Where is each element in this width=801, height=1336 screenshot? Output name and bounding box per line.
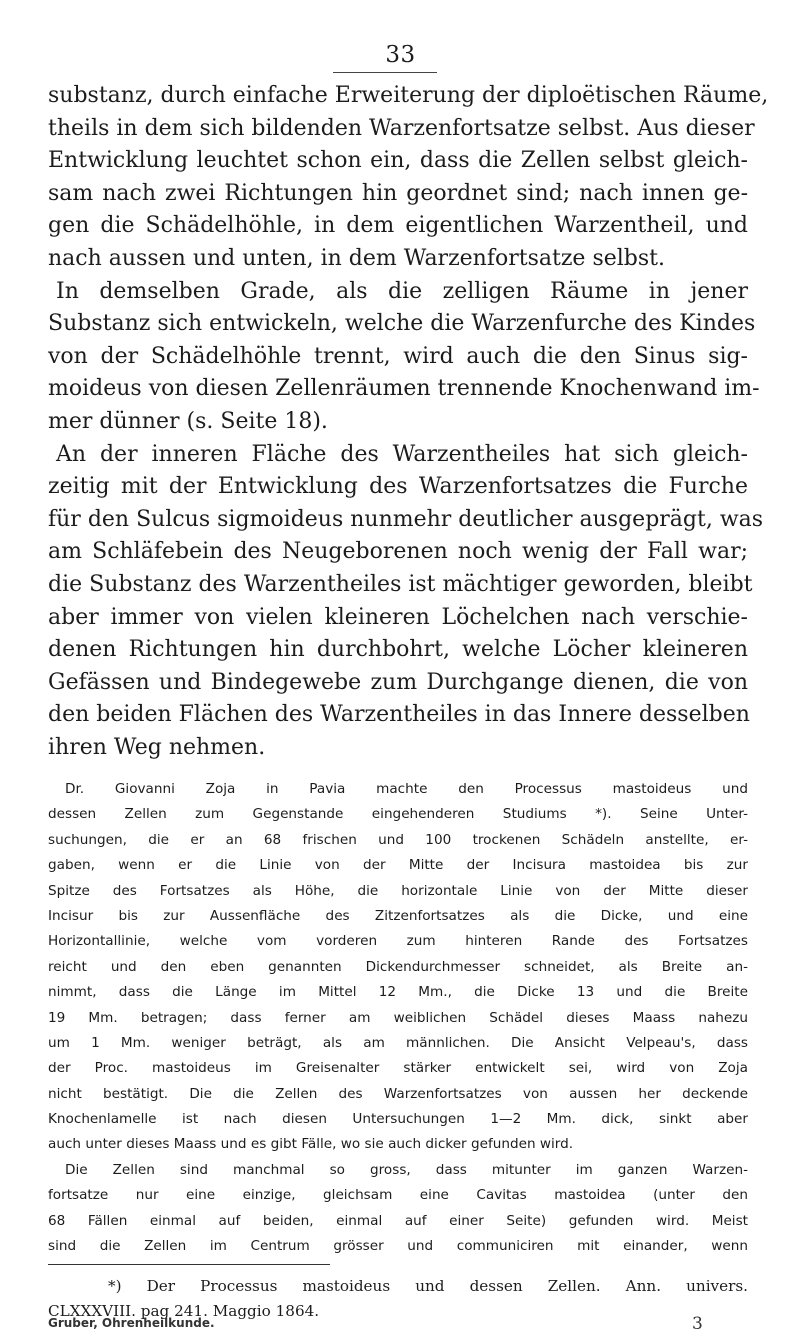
small-text-line: nimmt, dass die Länge im Mittel 12 Mm., die Dicke 13 und die Breite	[48, 984, 748, 1001]
small-text-line: sind die Zellen im Centrum grösser und communiciren mit einander, wenn	[48, 1238, 748, 1255]
page-number: 33	[385, 42, 416, 68]
small-text-line: gaben, wenn er die Linie von der Mitte der Incisura mastoidea bis zur	[48, 857, 748, 874]
small-text-line: auch unter dieses Maass und es gibt Fälle, wo sie auch dicker gefunden wird.	[48, 1136, 574, 1153]
small-text-line: nicht bestätigt. Die die Zellen des Warzenfortsatzes von aussen her deckende	[48, 1085, 748, 1102]
small-text-line: Spitze des Fortsatzes als Höhe, die horizontale Linie von der Mitte dieser	[48, 882, 748, 899]
text-line: gen die Schädelhöhle, in dem eigentlichen Warzentheil, und	[48, 213, 748, 239]
footnote-rule	[48, 1264, 330, 1265]
header-rule	[333, 72, 437, 73]
small-text-line: der Proc. mastoideus im Greisenalter stärker entwickelt sei, wird von Zoja	[48, 1060, 748, 1077]
text-line: ihren Weg nehmen.	[48, 734, 266, 760]
text-line: den beiden Flächen des Warzentheiles in das Innere desselben	[48, 702, 750, 728]
text-line: theils in dem sich bildenden Warzenfortsatze selbst. Aus dieser	[48, 115, 755, 141]
text-line: Gefässen und Bindegewebe zum Durchgange dienen, die von	[48, 669, 748, 695]
small-text-line: fortsatze nur eine einzige, gleichsam eine Cavitas mastoidea (unter den	[48, 1187, 748, 1204]
small-text-line: Dr. Giovanni Zoja in Pavia machte den Processus mastoideus und	[65, 781, 748, 797]
small-text-line: Die Zellen sind manchmal so gross, dass mitunter im ganzen Warzen-	[65, 1161, 748, 1178]
text-line: sam nach zwei Richtungen hin geordnet sind; nach innen ge-	[48, 180, 748, 206]
small-print-block	[48, 777, 748, 1259]
text-line: von der Schädelhöhle trennt, wird auch die den Sinus sig-	[48, 343, 748, 369]
main-text-block	[48, 80, 769, 764]
text-line: zeitig mit der Entwicklung des Warzenfortsatzes die Furche	[48, 474, 748, 500]
text-line: mer dünner (s. Seite 18).	[48, 408, 328, 434]
small-text-line: Horizontallinie, welche vom vorderen zum hinteren Rande des Fortsatzes	[48, 933, 748, 950]
text-line: die Substanz des Warzentheiles ist mächtiger geworden, bleibt	[48, 571, 753, 597]
text-line: für den Sulcus sigmoideus nunmehr deutlicher ausgeprägt, was	[48, 506, 764, 532]
text-line: denen Richtungen hin durchbohrt, welche Löcher kleineren	[48, 637, 748, 663]
small-text-line: Incisur bis zur Aussenfläche des Zitzenfortsatzes als die Dicke, und eine	[48, 907, 748, 924]
small-text-line: 19 Mm. betragen; dass ferner am weiblichen Schädel dieses Maass nahezu	[48, 1009, 748, 1026]
small-text-line: Knochenlamelle ist nach diesen Untersuchungen 1—2 Mm. dick, sinkt aber	[48, 1111, 748, 1128]
footnote-line: CLXXXVIII. pag 241. Maggio 1864.	[48, 1302, 320, 1320]
text-line: In demselben Grade, als die zelligen Räume in jener	[56, 278, 748, 304]
small-text-line: 68 Fällen einmal auf beiden, einmal auf einer Seite) gefunden wird. Meist	[48, 1212, 748, 1229]
text-line: Entwicklung leuchtet schon ein, dass die Zellen selbst gleich-	[48, 148, 748, 174]
text-line: moideus von diesen Zellenräumen trennende Knochenwand im-	[48, 376, 760, 402]
small-text-line: um 1 Mm. weniger beträgt, als am männlichen. Die Ansicht Velpeau's, dass	[48, 1034, 748, 1051]
text-line: An der inneren Fläche des Warzentheiles hat sich gleich-	[56, 441, 748, 467]
small-text-line: suchungen, die er an 68 frischen und 100 trockenen Schädeln anstellte, er-	[48, 831, 748, 848]
text-line: nach aussen und unten, in dem Warzenfortsatze selbst.	[48, 245, 665, 271]
small-text-line: dessen Zellen zum Gegenstande eingehenderen Studiums *). Seine Unter-	[48, 806, 748, 823]
footnote-line: *) Der Processus mastoideus und dessen Zellen. Ann. univers.	[108, 1277, 748, 1295]
small-text-line: reicht und den eben genannten Dickendurchmesser schneidet, als Breite an-	[48, 958, 748, 975]
signature-mark: 3	[692, 1314, 703, 1334]
text-line: aber immer von vielen kleineren Löchelchen nach verschie-	[48, 604, 748, 630]
text-line: am Schläfebein des Neugeborenen noch wenig der Fall war;	[48, 539, 748, 565]
text-line: substanz, durch einfache Erweiterung der diploëtischen Räume,	[48, 83, 769, 108]
text-line: Substanz sich entwickeln, welche die Warzenfurche des Kindes	[48, 311, 756, 337]
printer-signature: Gruber, Ohrenheilkunde.	[48, 1316, 215, 1330]
